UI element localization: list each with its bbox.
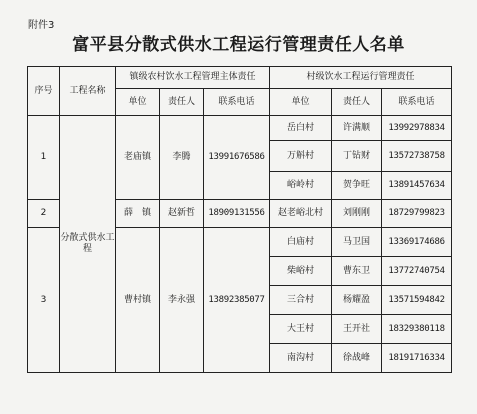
seq-cell: 3 xyxy=(28,228,60,373)
village-unit-cell: 大王村 xyxy=(270,315,332,344)
village-person-cell: 杨耀盈 xyxy=(332,286,382,315)
village-unit-cell: 峪岭村 xyxy=(270,172,332,200)
village-unit-cell: 柴峪村 xyxy=(270,257,332,286)
town-person-cell: 赵新哲 xyxy=(160,200,204,228)
header-town-phone: 联系电话 xyxy=(204,89,270,116)
village-phone-cell: 13772740754 xyxy=(382,257,452,286)
village-phone-cell: 13369174686 xyxy=(382,228,452,257)
village-unit-cell: 白庙村 xyxy=(270,228,332,257)
seq-cell: 2 xyxy=(28,200,60,228)
responsibility-table xyxy=(27,66,452,373)
village-person-cell: 刘刚刚 xyxy=(332,200,382,228)
town-phone-cell: 18909131556 xyxy=(204,200,270,228)
village-person-cell: 王开社 xyxy=(332,315,382,344)
header-village-person: 责任人 xyxy=(332,89,382,116)
village-person-cell: 马卫国 xyxy=(332,228,382,257)
village-unit-cell: 赵老峪北村 xyxy=(270,200,332,228)
header-town-person: 责任人 xyxy=(160,89,204,116)
village-person-cell: 贺争旺 xyxy=(332,172,382,200)
village-unit-cell: 万斛村 xyxy=(270,141,332,172)
village-phone-cell: 18729799823 xyxy=(382,200,452,228)
header-town-unit: 单位 xyxy=(116,89,160,116)
village-person-cell: 许满顺 xyxy=(332,116,382,141)
seq-cell: 1 xyxy=(28,116,60,200)
village-phone-cell: 18191716334 xyxy=(382,344,452,373)
village-phone-cell: 18329380118 xyxy=(382,315,452,344)
header-project-name: 工程名称 xyxy=(60,67,116,116)
village-unit-cell: 岳白村 xyxy=(270,116,332,141)
village-unit-cell: 三合村 xyxy=(270,286,332,315)
town-unit-cell: 曹村镇 xyxy=(116,228,160,373)
village-person-cell: 曹东卫 xyxy=(332,257,382,286)
village-phone-cell: 13992978834 xyxy=(382,116,452,141)
header-village-group: 村级饮水工程运行管理责任 xyxy=(270,67,452,89)
town-person-cell: 李永强 xyxy=(160,228,204,373)
project-name-text: 分散式供水工程 xyxy=(60,233,115,254)
project-name-cell xyxy=(60,116,116,373)
village-unit-cell: 南沟村 xyxy=(270,344,332,373)
village-person-cell: 丁钻财 xyxy=(332,141,382,172)
town-phone-cell: 13991676586 xyxy=(204,116,270,200)
town-phone-cell: 13892385077 xyxy=(204,228,270,373)
document-title: 富平县分散式供水工程运行管理责任人名单 xyxy=(72,35,405,55)
town-person-cell: 李腾 xyxy=(160,116,204,200)
header-village-unit: 单位 xyxy=(270,89,332,116)
attachment-label: 附件3 xyxy=(28,20,55,31)
village-person-cell: 徐战峰 xyxy=(332,344,382,373)
town-unit-cell: 老庙镇 xyxy=(116,116,160,200)
header-village-phone: 联系电话 xyxy=(382,89,452,116)
village-phone-cell: 13572738758 xyxy=(382,141,452,172)
header-seq: 序号 xyxy=(28,67,60,116)
village-phone-cell: 13891457634 xyxy=(382,172,452,200)
header-town-group: 镇级农村饮水工程管理主体责任 xyxy=(116,67,270,89)
town-unit-cell: 薛 镇 xyxy=(116,200,160,228)
village-phone-cell: 13571594842 xyxy=(382,286,452,315)
